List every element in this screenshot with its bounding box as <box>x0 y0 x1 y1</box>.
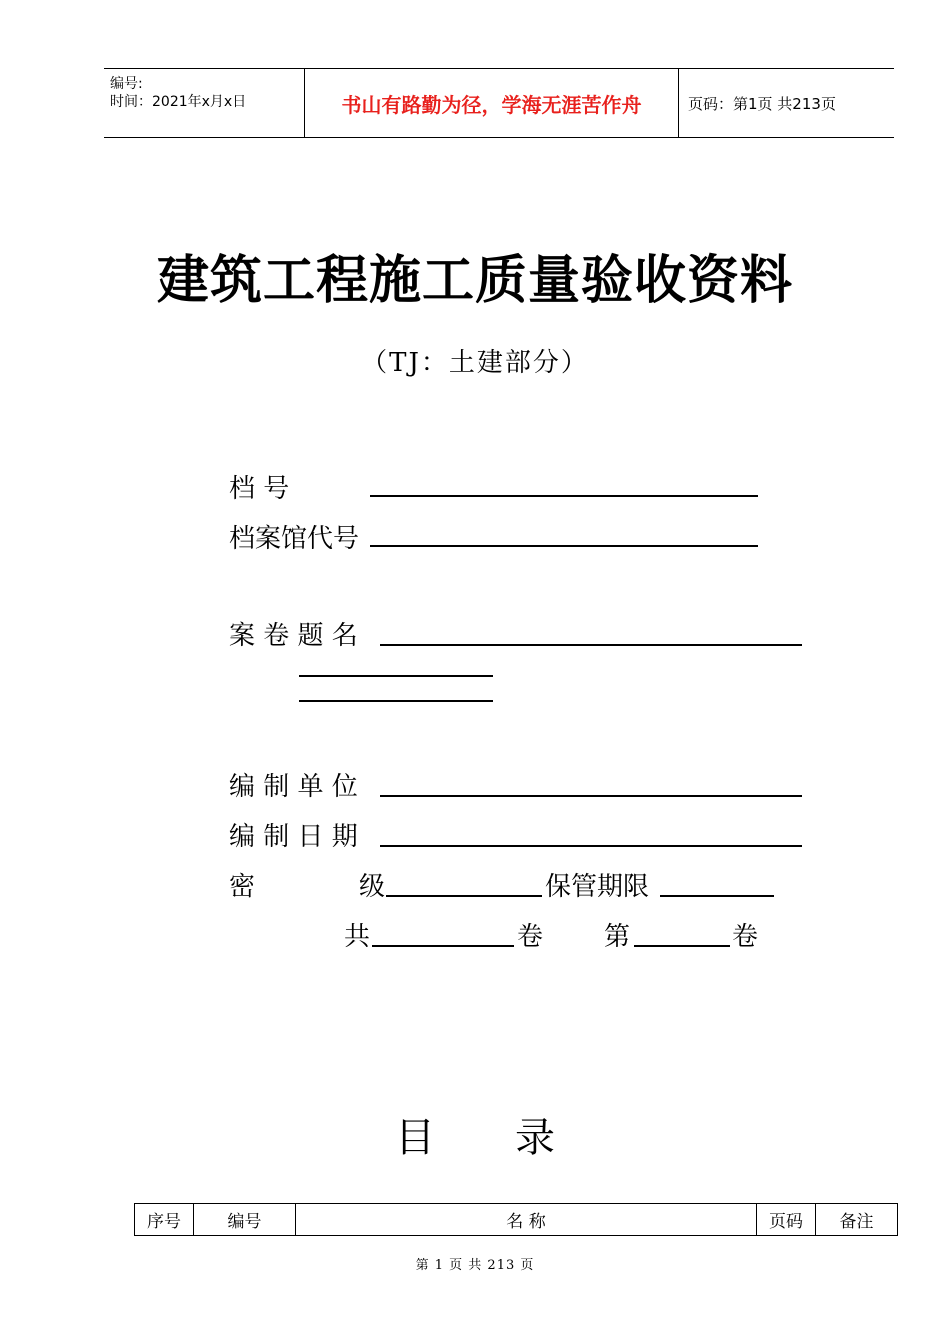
document-title: 建筑工程施工质量验收资料 <box>156 250 793 311</box>
page-header <box>104 68 894 138</box>
secret-level-line <box>386 895 542 897</box>
archive-no-line <box>370 495 758 497</box>
column-header-page: 页码 <box>757 1204 816 1236</box>
total-volumes-suffix: 卷 <box>517 922 544 952</box>
contents-heading-right: 录 <box>515 1115 555 1161</box>
compiling-unit-label: 编 制 单 位 <box>229 772 358 802</box>
archive-office-code-line <box>370 545 758 547</box>
document-subtitle: （TJ：土建部分） <box>361 348 589 378</box>
retention-period-line <box>660 895 774 897</box>
secret-level-label-right: 级 <box>359 872 386 902</box>
page-footer: 第 1 页 共 213 页 <box>415 1258 535 1273</box>
column-header-index: 序号 <box>135 1204 194 1236</box>
volume-title-line-3 <box>299 700 493 702</box>
compiling-date-line <box>380 845 802 847</box>
archive-office-code-label: 档案馆代号 <box>229 524 360 554</box>
volume-number-suffix: 卷 <box>732 922 759 952</box>
contents-heading-left: 目 <box>395 1115 435 1161</box>
volume-title-label: 案 卷 题 名 <box>229 621 358 651</box>
header-page-info: 页码：第1页 共213页 <box>688 94 836 113</box>
total-volumes-prefix: 共 <box>344 922 371 952</box>
compiling-unit-line <box>380 795 802 797</box>
volume-title-line <box>380 644 802 646</box>
table-header-row <box>135 1204 898 1236</box>
column-header-remarks: 备注 <box>816 1204 898 1236</box>
column-header-name: 名 称 <box>296 1204 757 1236</box>
retention-period-label: 保管期限 <box>545 872 650 902</box>
header-meta <box>104 69 304 137</box>
total-volumes-line <box>372 945 514 947</box>
contents-table <box>134 1203 898 1236</box>
header-number-label: 编号: <box>110 76 143 92</box>
header-divider <box>678 69 679 137</box>
archive-no-label: 档 号 <box>229 474 290 504</box>
header-motto: 书山有路勤为径，学海无涯苦作舟 <box>341 92 642 117</box>
header-time-label: 时间：2021年x月x日 <box>110 94 247 110</box>
contents-heading <box>0 1106 950 1163</box>
column-header-number: 编号 <box>194 1204 296 1236</box>
volume-title-line-2 <box>299 675 493 677</box>
compiling-date-label: 编 制 日 期 <box>229 822 358 852</box>
secret-level-label-left: 密 <box>229 872 256 902</box>
volume-number-line <box>634 945 730 947</box>
volume-number-prefix: 第 <box>604 922 631 952</box>
